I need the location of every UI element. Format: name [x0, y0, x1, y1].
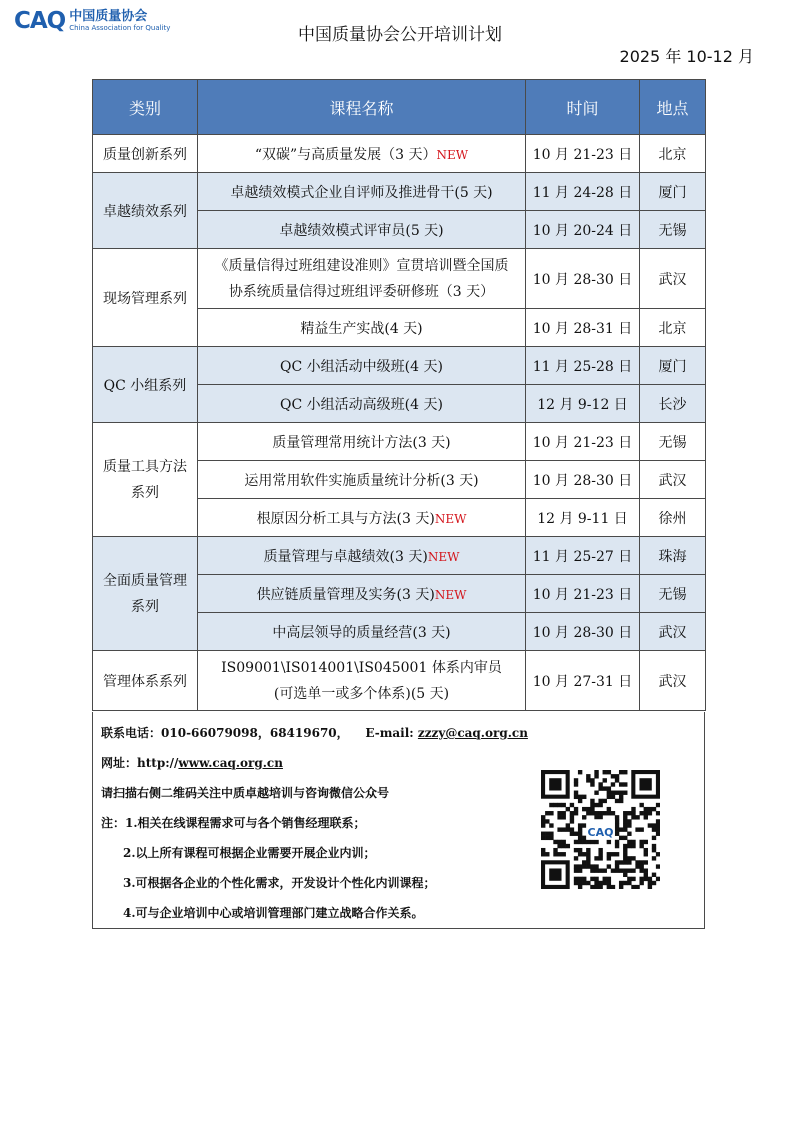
header-category: 类别 [93, 80, 198, 135]
category-cell: 质量创新系列 [93, 135, 198, 173]
header-time: 时间 [526, 80, 640, 135]
time-cell: 11 月 25-27 日 [526, 537, 640, 575]
table-row [93, 651, 706, 711]
time-cell: 10 月 28-31 日 [526, 309, 640, 347]
time-cell: 12 月 9-12 日 [526, 385, 640, 423]
table-row [93, 347, 706, 385]
course-cell [198, 385, 526, 423]
time-cell: 10 月 28-30 日 [526, 249, 640, 309]
course-name: 质量管理与卓越绩效(3 天) [263, 548, 428, 565]
web-prefix: http:// [137, 756, 179, 770]
place-cell: 厦门 [640, 173, 706, 211]
time-cell: 10 月 28-30 日 [526, 613, 640, 651]
course-cell [198, 537, 526, 575]
course-name: 中高层领导的质量经营(3 天) [272, 624, 451, 641]
place-cell: 武汉 [640, 613, 706, 651]
category-label-line: 全面质量管理 [103, 572, 187, 589]
place-cell: 无锡 [640, 211, 706, 249]
course-cell [198, 249, 526, 309]
qr-center-logo: CAQ [587, 826, 614, 839]
place-cell: 武汉 [640, 651, 706, 711]
category-label-line: 系列 [131, 484, 159, 501]
course-name: 质量管理常用统计方法(3 天) [272, 434, 451, 451]
category-cell: QC 小组系列 [93, 347, 198, 423]
note-4: 4.可与企业培训中心或培训管理部门建立战略合作关系。 [123, 906, 424, 920]
course-cell [198, 613, 526, 651]
category-label-line: 质量工具方法 [103, 458, 187, 475]
phone-numbers: 010-66079098，68419670， [161, 726, 349, 740]
course-cell [198, 499, 526, 537]
qr-note: 请扫描右侧二维码关注中质卓越培训与咨询微信公众号 [101, 786, 390, 800]
time-cell: 11 月 25-28 日 [526, 347, 640, 385]
course-cell [198, 461, 526, 499]
place-cell: 北京 [640, 309, 706, 347]
qr-finder-pattern [541, 860, 570, 889]
course-cell [198, 651, 526, 711]
place-cell: 厦门 [640, 347, 706, 385]
course-name: 根原因分析工具与方法(3 天) [256, 510, 435, 527]
course-name: 卓越绩效模式评审员(5 天) [279, 222, 444, 239]
category-label-line: 系列 [131, 598, 159, 615]
place-cell: 珠海 [640, 537, 706, 575]
category-cell [93, 537, 198, 651]
phone-line [101, 724, 528, 741]
time-cell: 10 月 21-23 日 [526, 575, 640, 613]
category-cell: 管理体系系列 [93, 651, 198, 711]
table-body [93, 135, 706, 711]
training-plan-table [92, 79, 706, 711]
table-row [93, 135, 706, 173]
place-cell: 无锡 [640, 423, 706, 461]
table-row [93, 173, 706, 211]
header-course: 课程名称 [198, 80, 526, 135]
header-place: 地点 [640, 80, 706, 135]
contact-section [92, 712, 705, 929]
new-badge: NEW [427, 549, 460, 564]
notes-label: 注： [101, 816, 126, 830]
place-cell: 长沙 [640, 385, 706, 423]
note-text-1: 1.相关在线课程需求可与各个销售经理联系； [125, 816, 366, 830]
course-cell [198, 173, 526, 211]
course-name-line: IS09001\IS014001\IS045001 体系内审员 [221, 659, 502, 676]
place-cell: 武汉 [640, 461, 706, 499]
category-cell: 卓越绩效系列 [93, 173, 198, 249]
table-row [93, 537, 706, 575]
time-cell: 10 月 27-31 日 [526, 651, 640, 711]
email-link[interactable]: zzzy@caq.org.cn [417, 726, 528, 740]
phone-label: 联系电话： [101, 726, 162, 740]
course-cell [198, 423, 526, 461]
time-cell: 10 月 20-24 日 [526, 211, 640, 249]
website-link[interactable]: www.caq.org.cn [178, 756, 283, 770]
logo-mark: CAQ [14, 7, 66, 34]
qr-finder-pattern [541, 770, 570, 799]
category-cell: 现场管理系列 [93, 249, 198, 347]
course-name-line: 《质量信得过班组建设准则》宣贯培训暨全国质 [214, 257, 509, 274]
plan-period: 2025 年 10-12 月 [619, 47, 754, 66]
course-cell [198, 347, 526, 385]
qr-finder-pattern [631, 770, 660, 799]
table-row [93, 423, 706, 461]
website-line [101, 754, 283, 771]
time-cell: 12 月 9-11 日 [526, 499, 640, 537]
course-name: 精益生产实战(4 天) [300, 320, 423, 337]
course-name: “双碳”与高质量发展（3 天） [254, 146, 437, 163]
new-badge: NEW [434, 511, 467, 526]
time-cell: 10 月 28-30 日 [526, 461, 640, 499]
course-cell [198, 309, 526, 347]
place-cell: 武汉 [640, 249, 706, 309]
new-badge: NEW [434, 587, 467, 602]
time-cell: 11 月 24-28 日 [526, 173, 640, 211]
email-label: E-mail: [365, 726, 414, 740]
table-header-row [93, 80, 706, 135]
table-row [93, 249, 706, 309]
course-name-line: (可选单一或多个体系)(5 天) [273, 685, 450, 702]
document-title: 中国质量协会公开培训计划 [298, 25, 502, 45]
course-name-line: 协系统质量信得过班组评委研修班（3 天） [228, 283, 495, 300]
course-name: QC 小组活动高级班(4 天) [280, 396, 443, 413]
course-name: QC 小组活动中级班(4 天) [280, 358, 443, 375]
course-name: 运用常用软件实施质量统计分析(3 天) [244, 472, 479, 489]
time-cell: 10 月 21-23 日 [526, 423, 640, 461]
wechat-qr-code [541, 770, 660, 889]
new-badge: NEW [436, 147, 469, 162]
web-label: 网址： [101, 756, 138, 770]
place-cell: 徐州 [640, 499, 706, 537]
course-name: 卓越绩效模式企业自评师及推进骨干(5 天) [230, 184, 493, 201]
note-1 [101, 814, 366, 831]
place-cell: 北京 [640, 135, 706, 173]
note-2: 2.以上所有课程可根据企业需要开展企业内训； [123, 846, 376, 860]
course-name: 供应链质量管理及实务(3 天) [256, 586, 435, 603]
logo-english-name: China Association for Quality [69, 23, 171, 32]
course-cell [198, 135, 526, 173]
course-cell [198, 575, 526, 613]
time-cell: 10 月 21-23 日 [526, 135, 640, 173]
place-cell: 无锡 [640, 575, 706, 613]
course-cell [198, 211, 526, 249]
note-3: 3.可根据各企业的个性化需求，开发设计个性化内训课程； [123, 876, 436, 890]
category-cell [93, 423, 198, 537]
logo-chinese-name: 中国质量协会 [69, 8, 148, 24]
